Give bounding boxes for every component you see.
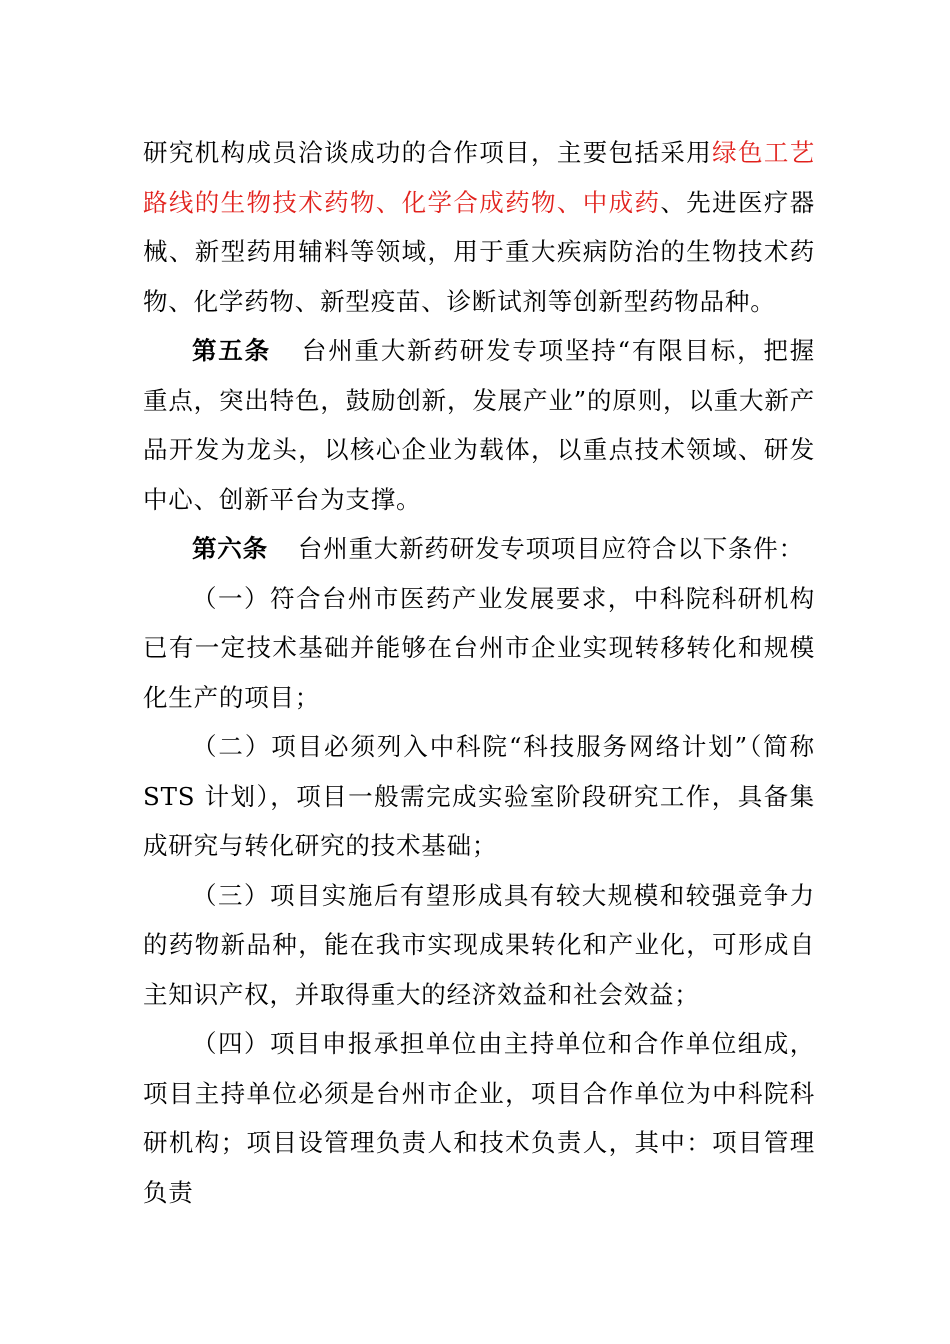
document-body — [143, 128, 815, 1217]
paragraph-article-6 — [143, 524, 815, 574]
article-6-text: 台州重大新药研发专项项目应符合以下条件： — [297, 534, 804, 563]
condition-item-4: （四）项目申报承担单位由主持单位和合作单位组成，项目主持单位必须是台州市企业，项目合作单位为中科院科研机构；项目设管理负责人和技术负责人，其中：项目管理负责 — [143, 1029, 815, 1207]
condition-item-3: （三）项目实施后有望形成具有较大规模和较强竞争力的药物新品种，能在我市实现成果转化和产业化，可形成自主知识产权，并取得重大的经济效益和社会效益； — [143, 880, 815, 1009]
highlighted-scope-text: 绿色工艺路线的生物技术药物、化学合成药物、中成药 — [143, 138, 815, 217]
scope-text-end: 、先进医疗器械、新型药用辅料等领域，用于重大疾病防治的生物技术药物、化学药物、新型疫苗、诊断试剂等创新型药物品种。 — [143, 187, 815, 316]
paragraph-scope — [143, 128, 815, 326]
article-6-label: 第六条 — [192, 534, 268, 563]
condition-item-2: （二）项目必须列入中科院“科技服务网络计划”（简称STS 计划），项目一般需完成实验室阶段研究工作，具备集成研究与转化研究的技术基础； — [143, 732, 815, 860]
article-5-text: 台州重大新药研发专项坚持“有限目标，把握重点，突出特色，鼓励创新，发展产业”的原则，以重大新产品开发为龙头，以核心企业为载体，以重点技术领域、研发中心、创新平台为支撑。 — [143, 336, 815, 514]
article-5-label: 第五条 — [192, 336, 271, 365]
paragraph-article-5 — [143, 326, 815, 524]
scope-text-start: 研究机构成员洽谈成功的合作项目，主要包括采用 — [143, 138, 713, 167]
condition-item-1: （一）符合台州市医药产业发展要求，中科院科研机构已有一定技术基础并能够在台州市企业实现转移转化和规模化生产的项目； — [143, 583, 815, 712]
